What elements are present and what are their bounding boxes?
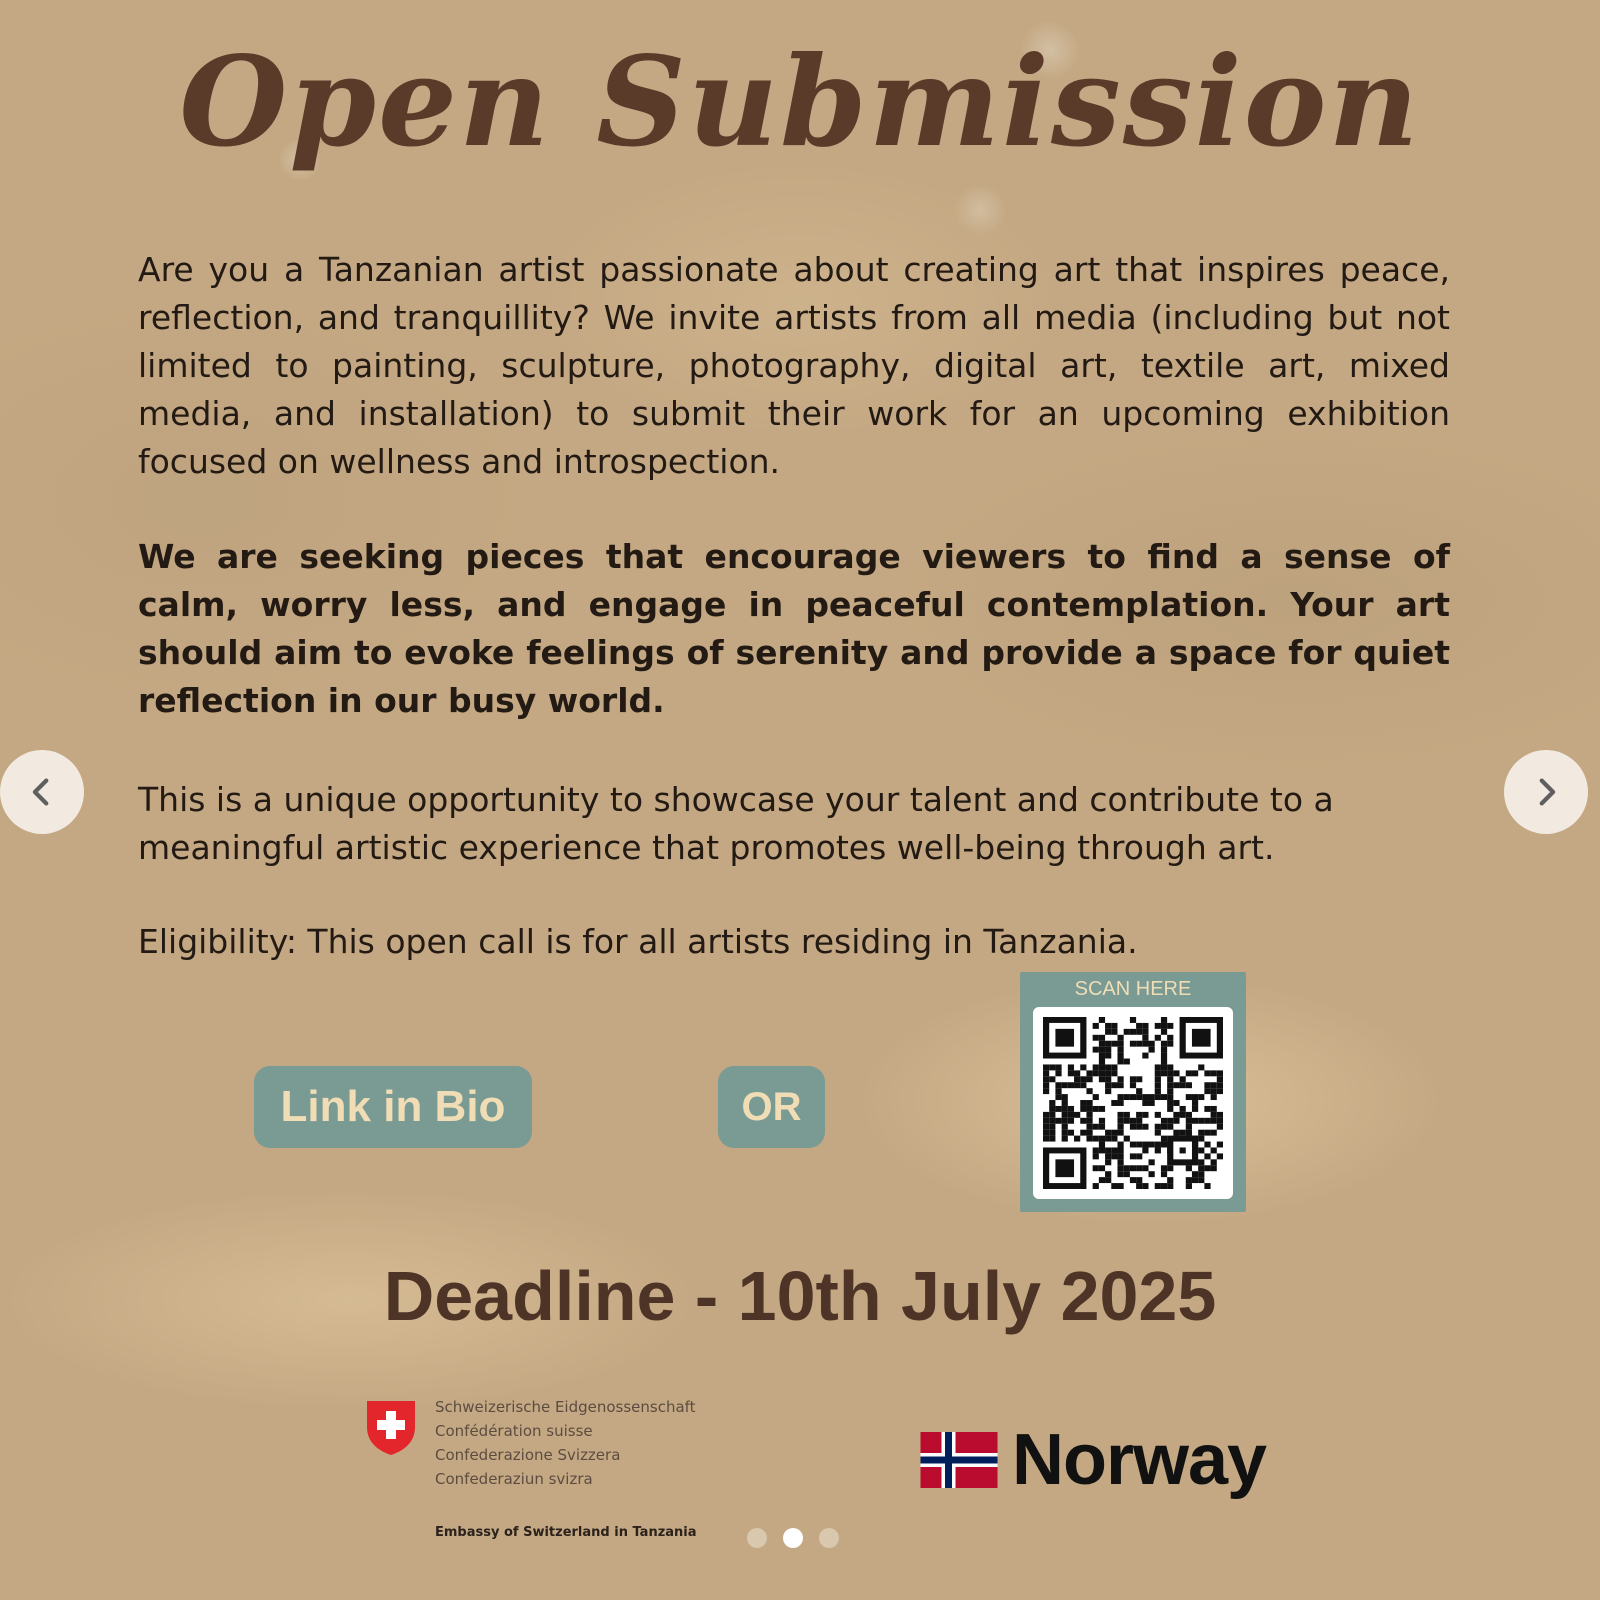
swiss-name-french: Confédération suisse <box>435 1422 593 1440</box>
carousel-dot[interactable] <box>783 1528 803 1548</box>
or-badge: OR <box>718 1066 825 1148</box>
norway-wordmark: Norway <box>1012 1420 1267 1500</box>
carousel-prev-button[interactable] <box>0 750 84 834</box>
carousel-dot[interactable] <box>747 1528 767 1548</box>
intro-paragraph: Are you a Tanzanian artist passionate about creating art that inspires peace, reflection, and tranquillity? We invite artists from all media (including but not limited to painting, sculpture, photography, digital art, textile art, mixed media, and installation) to submit their work for an upcoming exhibition focused on wellness and introspection. <box>138 250 1450 481</box>
carousel-dot[interactable] <box>819 1528 839 1548</box>
post-title: Open Submission <box>179 30 1421 175</box>
swiss-shield-icon <box>365 1399 417 1457</box>
carousel-next-button[interactable] <box>1504 750 1588 834</box>
norway-logo <box>920 1420 1266 1500</box>
swiss-name-italian: Confederazione Svizzera <box>435 1446 621 1464</box>
chevron-right-icon <box>1529 775 1563 809</box>
link-in-bio-badge: Link in Bio <box>254 1066 532 1148</box>
qr-code-card <box>1020 972 1246 1212</box>
eligibility-paragraph: Eligibility: This open call is for all artists residing in Tanzania. <box>138 922 1138 961</box>
swiss-confederation-logo <box>365 1395 765 1545</box>
swiss-embassy-label: Embassy of Switzerland in Tanzania <box>435 1525 697 1540</box>
seeking-paragraph: We are seeking pieces that encourage viewers to find a sense of calm, worry less, and engage in peaceful contemplation. Your art should aim to evoke feelings of serenity and provide a space for quiet reflection in our busy world. <box>138 537 1450 720</box>
chevron-left-icon <box>25 775 59 809</box>
qr-code <box>1033 1007 1233 1199</box>
swiss-name-romansh: Confederaziun svizra <box>435 1470 593 1488</box>
qr-code-icon <box>1043 1017 1223 1189</box>
opportunity-paragraph: This is a unique opportunity to showcase your talent and contribute to a meaningful artistic experience that promotes well-being through art. <box>138 780 1334 867</box>
norway-flag-icon <box>920 1432 998 1488</box>
swiss-name-german: Schweizerische Eidgenossenschaft <box>435 1398 696 1416</box>
deadline-text: Deadline - 10th July 2025 <box>383 1257 1217 1335</box>
carousel-pagination <box>747 1528 839 1548</box>
qr-label: SCAN HERE <box>1074 978 1192 1000</box>
swiss-confederation-names <box>435 1395 696 1491</box>
